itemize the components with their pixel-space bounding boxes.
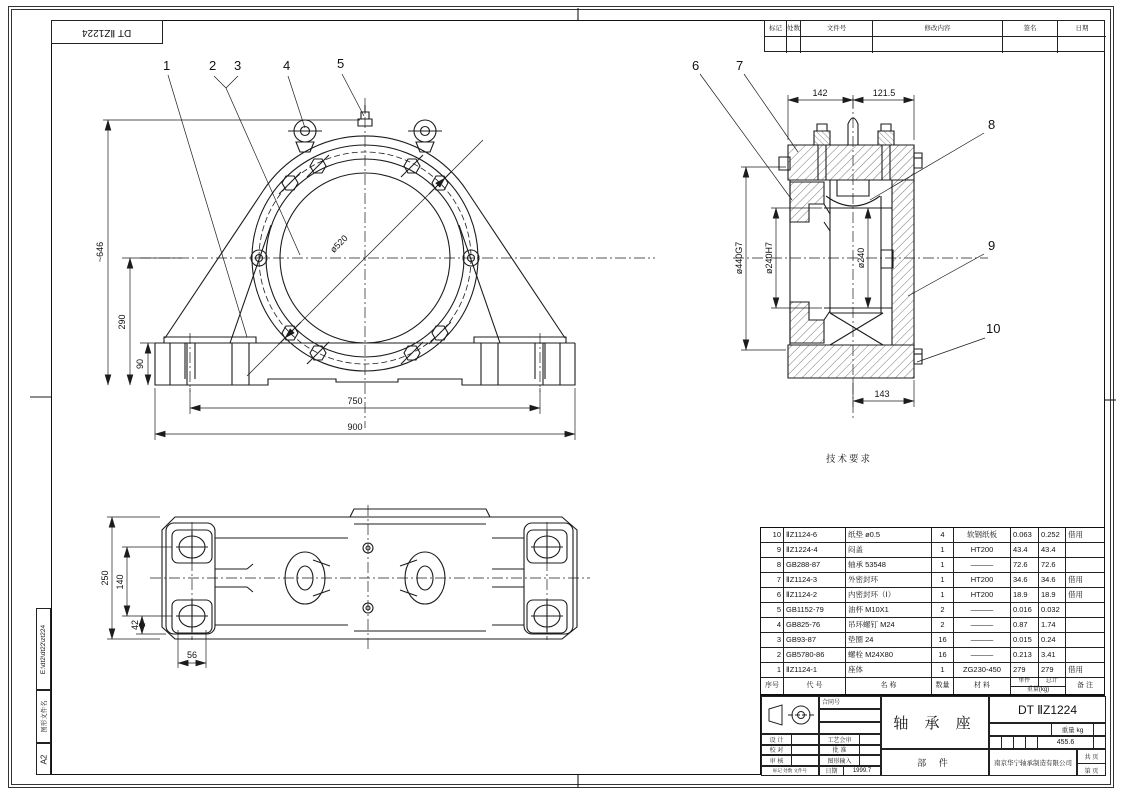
date-row: [819, 766, 881, 777]
projection-symbol-box: [761, 696, 819, 734]
bom-header-total-weight: 总计: [1045, 678, 1058, 684]
bom-row-10: [761, 528, 1104, 543]
rev-col-content: 修改内容: [873, 21, 1003, 37]
bom-code: ⅡZ1124-6: [784, 528, 846, 542]
pages-box: [1077, 749, 1106, 776]
page-number: 第 页: [1084, 769, 1099, 775]
bom-header-qty: 数量: [932, 678, 954, 694]
sign-row-audit: 审 核: [761, 755, 819, 766]
bom-row-3: 3 GB93-87 垫圈 24 16 ——— 0.015 0.24: [761, 633, 1104, 648]
dim-depth: 250: [100, 570, 110, 586]
dim-base-height: 90: [135, 358, 145, 370]
rotated-drawing-number: DT ⅡZ1224: [82, 26, 132, 38]
dim-bore-dia: ø240H7: [764, 241, 774, 275]
bom-unit-weight: 0.063: [1011, 528, 1039, 542]
contract-empty-2: [819, 722, 881, 735]
bom-row-5: 5 GB1152-79 油杯 M10X1 2 ——— 0.016 0.032: [761, 603, 1104, 618]
bom-material: 软钢纸板: [954, 528, 1011, 542]
bom-header-weight: [1011, 678, 1066, 694]
rev-col-mark: 标记: [765, 21, 787, 37]
bom-row-7: 7 ⅡZ1124-3 外密封环 1 HT200 34.6 34.6 借用: [761, 573, 1104, 588]
part-type-label: 部 件: [881, 749, 989, 776]
rev-col-count: 处数: [787, 21, 801, 37]
dim-right-width: 121.5: [872, 88, 896, 98]
bom-table: [760, 527, 1105, 695]
balloon-9: 9: [988, 238, 996, 253]
weight-value: 455.6: [1038, 737, 1094, 748]
process-row-review: 工艺会审: [819, 734, 881, 745]
bom-total-weight: 0.252: [1039, 528, 1066, 542]
bom-row-1: 1 ⅡZ1124-1 座体 1 ZG230-450 279 279 借用: [761, 663, 1104, 678]
tech-requirements-label: 技术要求: [826, 454, 873, 465]
file-label: 图形文件名: [41, 700, 48, 733]
bom-header-row: [761, 678, 1104, 694]
bom-header-no: 序号: [761, 678, 784, 694]
rev-empty-cell: [765, 37, 787, 53]
pages-total: 共 页: [1078, 750, 1105, 764]
company-name: 南京华宁轴承制造有限公司: [989, 749, 1077, 776]
contract-no-label: 合同号: [819, 696, 881, 709]
balloon-3: 3: [234, 58, 242, 73]
weight-label: 重量 kg: [1052, 724, 1094, 735]
bom-header-remark: 备 注: [1077, 682, 1093, 689]
balloon-4: 4: [283, 58, 291, 73]
dim-bolt-span: 750: [347, 396, 363, 406]
bom-no: 10: [761, 528, 784, 542]
date-label: 日期: [820, 767, 844, 776]
sign-row-check: 校 对: [761, 745, 819, 756]
revision-table: [764, 20, 1105, 52]
bom-header-material: 材 料: [954, 678, 1011, 694]
sheet-format-box: [36, 743, 51, 775]
balloon-5: 5: [337, 56, 345, 71]
sign-row-design: 设 计: [761, 734, 819, 745]
balloon-10: 10: [986, 321, 1001, 336]
bom-row-4: 4 GB825-76 吊环螺钉 M24 2 ——— 0.87 1.74: [761, 618, 1104, 633]
bom-header-code: 代 号: [784, 678, 846, 694]
file-label-box: [36, 690, 51, 743]
dim-slot-width: 56: [186, 650, 198, 660]
first-angle-projection-icon: [763, 698, 817, 732]
bom-row-2: 2 GB5780-86 螺栓 M24X80 16 ——— 0.213 3.41: [761, 648, 1104, 663]
process-row-approve: 批 准: [819, 745, 881, 756]
drawing-number: DT ⅡZ1224: [989, 696, 1106, 723]
balloon-8: 8: [988, 117, 996, 132]
sign-row-mark: 标记 处数 文件号: [761, 766, 819, 777]
scale-weight-row: [989, 736, 1106, 749]
balloon-2: 2: [209, 58, 217, 73]
bom-row-8: 8 GB288-87 轴承 53548 1 ——— 72.6 72.6: [761, 558, 1104, 573]
date-value: 1999.7: [852, 767, 872, 774]
dim-outer-dia: ø440G7: [734, 241, 744, 275]
rev-col-sign: 签名: [1003, 21, 1058, 37]
dim-total-height: ~646: [95, 241, 105, 263]
rotated-drawing-number-box: [51, 20, 163, 44]
file-path: E:\dt2\dt22\zt224: [40, 624, 47, 674]
weight-row: [989, 723, 1106, 736]
rev-col-fileno: 文件号: [801, 21, 873, 37]
balloon-7: 7: [736, 58, 744, 73]
dim-hole-spacing: 140: [115, 574, 125, 590]
process-row-input: 图形输入: [819, 755, 881, 766]
balloon-6: 6: [692, 58, 700, 73]
title-block: [760, 695, 1105, 775]
bom-remark: 借用: [1068, 530, 1083, 539]
dim-flange-dia: ø520: [328, 233, 350, 255]
bom-qty: 4: [932, 528, 954, 542]
bom-header-name: 名 称: [846, 678, 932, 694]
sheet-format: A2: [38, 754, 48, 764]
dim-left-width: 142: [812, 88, 828, 98]
dim-base-width: 900: [347, 422, 363, 432]
bom-header-unit-weight: 单件: [1011, 678, 1039, 686]
dim-shaft-dia: ø240: [856, 247, 866, 269]
file-path-box: [36, 608, 51, 690]
rev-col-date: 日期: [1058, 21, 1106, 37]
bom-header-weight-label: 重量(kg): [1026, 687, 1050, 693]
dim-hole-offset: 42: [130, 619, 140, 631]
balloon-1: 1: [163, 58, 171, 73]
bom-row-6: 6 ⅡZ1124-2 内密封环（Ⅰ） 1 HT200 18.9 18.9 借用: [761, 588, 1104, 603]
contract-empty-1: [819, 709, 881, 722]
dim-center-height: 290: [117, 314, 127, 330]
dim-flange-len: 143: [874, 389, 890, 399]
bom-row-9: 9 ⅡZ1224-4 闷盖 1 HT200 43.4 43.4: [761, 543, 1104, 558]
bom-name: 纸垫 ø0.5: [846, 528, 932, 542]
part-title: 轴 承 座: [881, 696, 989, 749]
